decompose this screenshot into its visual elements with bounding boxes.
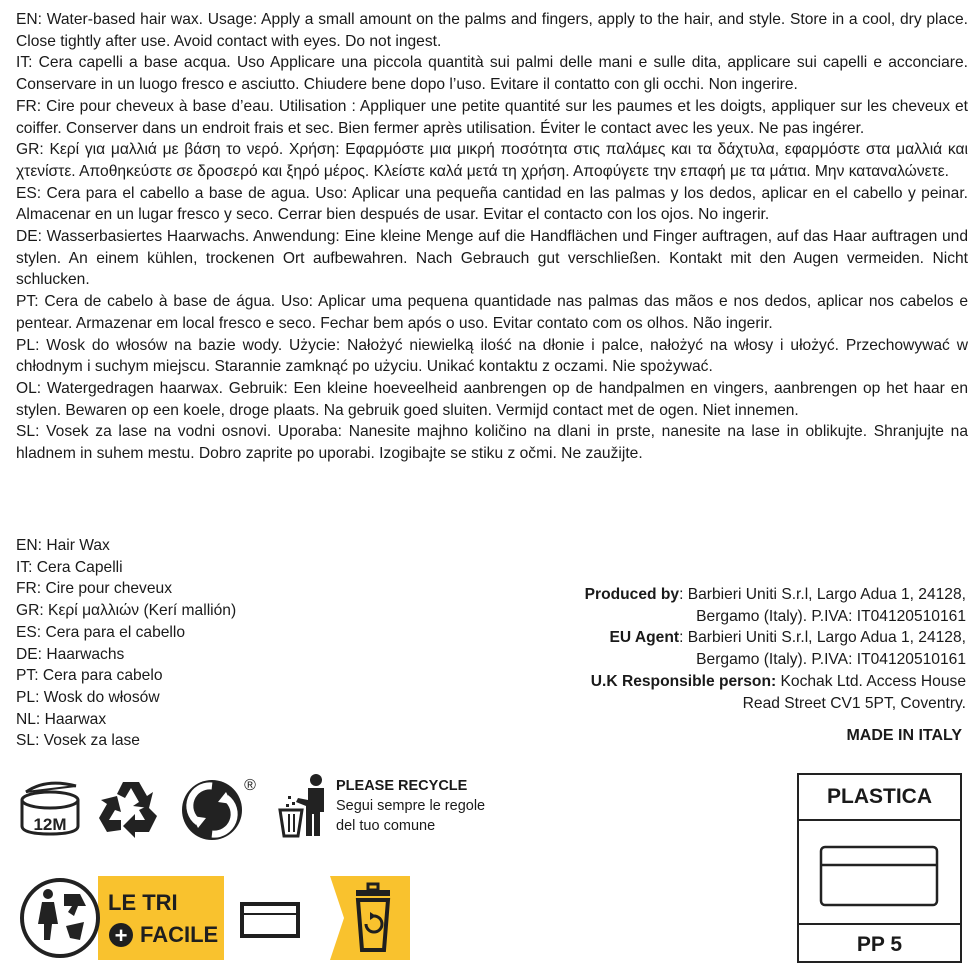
- usage-fr: FR: Cire pour cheveux à base d’eau. Utilisation : Appliquer une petite quantité sur les paumes et les doigts, appliquer sur les cheveux et coiffer. Conserver dans un endroit frais et sec. Bien fermer après utilisation. Éviter le contact avec les yeux. Ne pas ingérer.: [16, 97, 968, 137]
- name-it: IT: Cera Capelli: [16, 558, 123, 576]
- container-icon: [799, 821, 960, 923]
- usage-pt: PT: Cera de cabelo à base de água. Uso: Aplicar uma pequena quantidade nas palmas das mãos e nos dedos, aplicar nos cabelos e pentear. Armazenar em local fresco e seco. Fechar bem após o uso. Evitar contato com os olhos. Não ingerir.: [16, 293, 968, 332]
- pao-jar-icon: [16, 778, 84, 838]
- name-de: DE: Haarwachs: [16, 645, 125, 663]
- produced-by-line: Produced by: Barbieri Uniti S.r.l, Largo Adua 1, 24128,: [584, 586, 966, 603]
- eu-agent-line2: Bergamo (Italy). P.IVA: IT04120510161: [696, 651, 966, 669]
- usage-de: DE: Wasserbasiertes Haarwachs. Anwendung: Eine kleine Menge auf die Handflächen und Finger auftragen, auf das Haar auftragen und stylen. An einem kühlen, trockenen Ort aufbewahren. Nach Gebrauch gut verschließen. Kontakt mit den Augen vermeiden. Nicht schlucken.: [16, 228, 968, 289]
- usage-es: ES: Cera para el cabello a base de agua. Uso: Aplicar una pequeña cantidad en las palmas y los dedos, aplicar en el cabello y peinar. Almacenar en un lugar fresco y seco. Cerrar bien después de usar. Evitar el contacto con los ojos. No ingerir.: [16, 184, 968, 224]
- tidyman-icon: [278, 772, 330, 838]
- please-recycle-line2: del tuo comune: [336, 818, 436, 834]
- usage-pl: PL: Wosk do włosów na bazie wody. Użycie: Nałożyć niewielką ilość na dłonie i palce, nałożyć na włosy i ułożyć. Przechowywać w chłodnym i suchym miejscu. Starannie zamknąć po użyciu. Unikać kontaktu z oczami. Nie spożywać.: [16, 336, 968, 376]
- uk-responsible-line: U.K Responsible person: Kochak Ltd. Access House: [590, 672, 966, 690]
- usage-sl: SL: Vosek za lase na vodni osnovi. Uporaba: Nanesite majhno količino na dlani in prste, nanesite na lase in oblikujte. Shranjujte na hladnem in suhem mestu. Dobro zaprite po uporabi. Izogibajte se stiku z očmi. Ne zaužijte.: [16, 423, 968, 463]
- please-recycle-title: PLEASE RECYCLE: [336, 778, 468, 794]
- product-names: [16, 535, 236, 752]
- name-pt: PT: Cera para cabelo: [16, 667, 163, 685]
- name-en: EN: Hair Wax: [16, 537, 110, 554]
- name-nl: NL: Haarwax: [16, 710, 107, 728]
- recycle-icon: [97, 776, 165, 840]
- letri-line1: LE TRI: [108, 890, 178, 915]
- usage-nl: OL: Watergedragen haarwax. Gebruik: Een kleine hoeveelheid aanbrengen op de handpalmen en vingers, aanbrengen op het haar en stylen. Bewaren op een koele, droge plaats. Na gebruik goed sluiten. Vermijd contact met de ogen. Niet innemen.: [16, 379, 968, 419]
- plastica-code: PP 5: [856, 933, 903, 956]
- registered-mark: ®: [244, 777, 256, 794]
- plastica-box: [797, 773, 962, 963]
- name-es: ES: Cera para el cabello: [16, 623, 186, 641]
- plastica-illustration: [799, 821, 960, 925]
- pao-label: 12M: [33, 815, 67, 834]
- name-pl: PL: Wosk do włosów: [16, 688, 160, 706]
- letri-line2: FACILE: [140, 922, 219, 947]
- usage-it: IT: Cera capelli a base acqua. Uso Applicare una piccola quantità sui palmi delle mani e sulle dita, applicare sui capelli e acconciare. Conservare in un luogo fresco e asciutto. Chiudere bene dopo l’uso. Evitare il contatto con gli occhi. Non ingerire.: [16, 54, 968, 94]
- please-recycle-line1: Segui sempre le regole: [336, 798, 486, 814]
- usage-en: EN: Water-based hair wax. Usage: Apply a small amount on the palms and fingers, apply to the hair, and style. Store in a cool, dry place. Close tightly after use. Avoid contact with eyes. Do not ingest.: [16, 11, 968, 50]
- name-sl: SL: Vosek za lase: [16, 732, 140, 750]
- plastica-title: PLASTICA: [799, 775, 960, 821]
- usage-gr: GR: Κερί για μαλλιά με βάση το νερό. Χρήση: Εφαρμόστε μια μικρή ποσότητα στις παλάμες και τα δάχτυλα, εφαρμόστε στα μαλλιά και χτενίστε. Αποθηκεύστε σε δροσερό και ξηρό μέρος. Κλείστε καλά μετά τη χρήση. Αποφύγετε την επαφή με τα μάτια. Μην καταναλώνετε.: [16, 141, 968, 180]
- le-tri-facile-logo: [18, 872, 410, 962]
- producer-info: [585, 584, 966, 714]
- produced-by-line2: Bergamo (Italy). P.IVA: IT04120510161: [696, 607, 966, 625]
- eu-agent-line: EU Agent: Barbieri Uniti S.r.l, Largo Adua 1, 24128,: [609, 629, 966, 647]
- name-fr: FR: Cire pour cheveux: [16, 580, 172, 598]
- uk-responsible-line2: Read Street CV1 5PT, Coventry.: [742, 694, 966, 712]
- made-in-italy: MADE IN ITALY: [846, 727, 962, 744]
- usage-instructions: [16, 9, 968, 465]
- letri-plus: +: [114, 923, 128, 948]
- name-gr: GR: Κερί μαλλιών (Kerí mallión): [16, 602, 237, 620]
- please-recycle: [336, 776, 485, 836]
- green-dot-icon: [180, 776, 260, 842]
